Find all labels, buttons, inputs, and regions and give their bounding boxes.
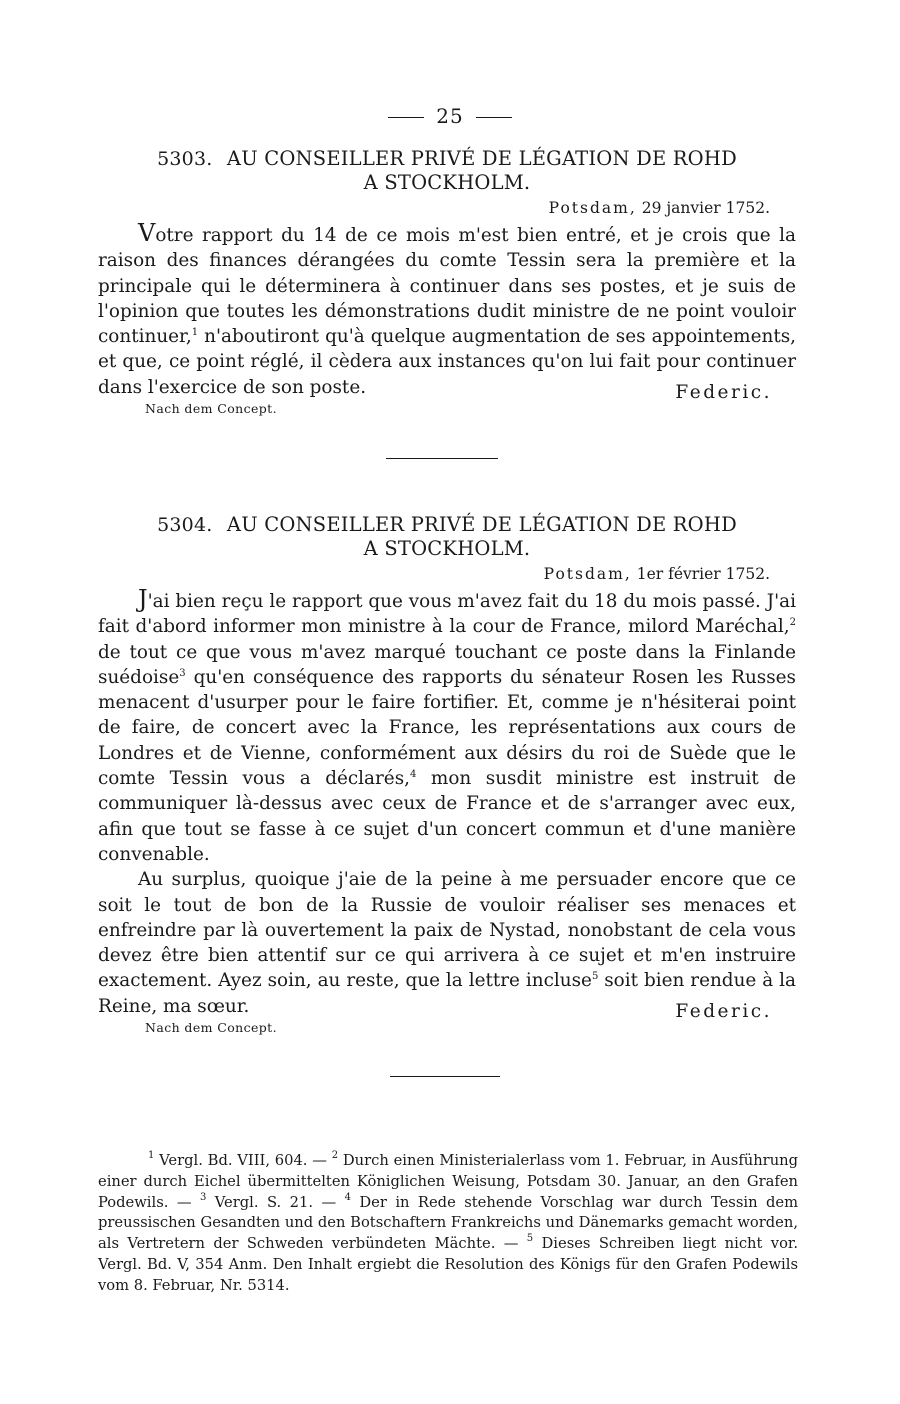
paragraph-text: 'ai bien reçu le rapport que vous m'avez fait du 18 du mois passé. J'ai fait d'abord informer mon ministre à la cour de France, milord Maréchal, [98,591,796,638]
dateline [98,199,796,217]
paragraph [98,867,796,1019]
initial-letter: J [138,585,148,613]
source-note: Nach dem Concept. [145,401,277,417]
paragraph [98,587,796,867]
section-divider [390,1076,500,1077]
paragraph-text: de tout ce que vous m'avez marqué touchant ce poste dans la Finlande suédoise [98,641,796,688]
footnote-ref: 2 [789,617,796,629]
letter-5304 [98,513,796,1035]
signature: Federic. [675,382,772,404]
page-number [0,104,900,128]
footnote-text: Vergl. Bd. VIII, 604. — [154,1152,332,1169]
page-number-text: 25 [436,104,464,128]
paragraph-text: mon susdit ministre est instruit de communiquer là-dessus avec ceux de France et de s'arranger avec eux, afin que tout se fasse à ce sujet d'un concert commun et d'une manière convenable. [98,768,797,865]
footnotes [98,1151,798,1297]
letter-5303 [98,147,796,416]
paragraph [98,221,796,400]
heading-line1: AU CONSEILLER PRIVÉ DE LÉGATION DE ROHD [226,513,737,536]
dateline [98,565,796,583]
footnote-text: Der in Rede stehende Vorschlag war durch Tessin dem preussischen Gesandten und den Botschaftern Frankreichs und Dänemarks gemacht worden, als Vertretern der Schweden verbündeten Mächte. — [98,1193,799,1253]
footnote-ref: 4 [409,769,417,781]
footnote-text: Durch einen Ministerialerlass vom 1. Februar, in Ausführung einer durch Eichel übermittelten Königlichen Weisung, Potsdam 30. Januar, an den Grafen Podewils. — [98,1152,799,1211]
dateline-date-ordinal: 1er [636,565,664,583]
section-divider [386,458,498,459]
letter-heading [98,513,796,561]
dateline-date: février 1752. [663,565,770,583]
paragraph-text: soit bien rendue à la Reine, ma sœur. [98,970,796,1017]
paragraph-text: Au surplus, quoique j'aie de la peine à me persuader encore que ce soit le tout de bon de la Russie de vouloir réaliser ses menaces et enfreindre par là ouvertement la paix de Nystad, nonobstant de cela vous devez être bien attentif sur ce qui arrivera à ce sujet et m'en instruire exactement. Ayez soin, au reste, que la lettre incluse [98,869,796,992]
heading-line2: A STOCKHOLM. [363,171,531,194]
letter-body [98,587,796,1019]
footnote-text: Vergl. S. 21. — [206,1193,345,1211]
letter-body [98,221,796,400]
footnote-marker: 5 [526,1233,534,1245]
source-note: Nach dem Concept. [145,1020,277,1036]
footnote-marker: 4 [344,1191,351,1203]
letter-heading [98,147,796,195]
footnote-marker: 2 [331,1150,339,1161]
footnote-marker: 3 [199,1191,207,1203]
initial-letter: V [138,219,156,247]
footnote-ref: 5 [591,971,599,983]
heading-line1: AU CONSEILLER PRIVÉ DE LÉGATION DE ROHD [226,147,737,170]
footnote-text: Dieses Schreiben liegt nicht vor. Vergl. Bd. V, 354 Anm. Den Inhalt ergiebt die Resolution des Königs für den Grafen Podewils vom 8. Februar, Nr. 5314. [98,1235,798,1294]
page-number-dash-left [388,117,424,118]
dateline-date: 29 janvier 1752. [641,199,770,217]
letter-number: 5304. [157,514,213,536]
page-number-dash-right [476,117,512,118]
letter-number: 5303. [157,148,213,170]
footnote-ref: 3 [179,667,186,679]
footnote-marker: 1 [148,1150,155,1161]
dateline-place: Potsdam, [548,199,637,217]
signature: Federic. [675,1001,772,1023]
paragraph-text: otre rapport du 14 de ce mois m'est bien entré, et je crois que la raison des finances dérangées du comte Tessin sera la première et la principale qui le déterminera à continuer dans ses postes, et je suis de l'opinion que toutes les démonstrations dudit ministre de ne point vouloir continuer, [98,225,796,348]
paragraph-text: n'aboutiront qu'à quelque augmentation de ses appointements, et que, ce point réglé, il cèdera aux instances qu'on lui fait pour continuer dans l'exercice de son poste. [98,326,796,398]
footnote-ref: 1 [191,327,199,339]
paragraph-text: qu'en conséquence des rapports du sénateur Rosen les Russes menacent d'usurper pour le faire fortifier. Et, comme je n'hésiterai point de faire, de concert avec la France, les représentations aux cours de Londres et de Vienne, conformément aux désirs du roi de Suède que le comte Tessin vous a déclarés, [98,666,796,790]
footnote-block [98,1151,798,1297]
dateline-place: Potsdam, [543,565,632,583]
heading-line2: A STOCKHOLM. [363,537,531,560]
